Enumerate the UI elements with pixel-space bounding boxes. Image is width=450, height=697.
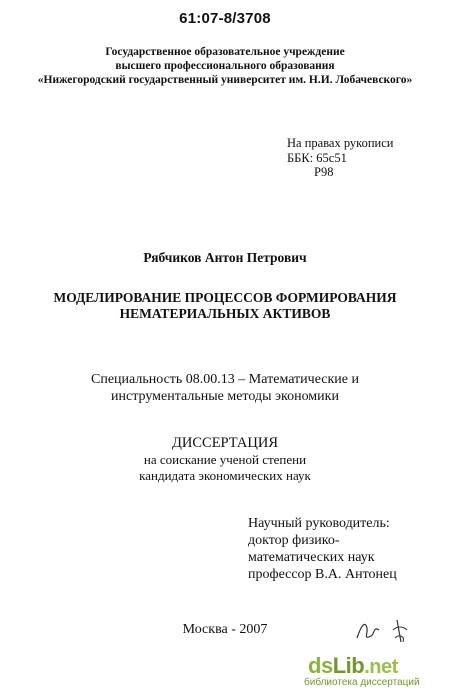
watermark-wordmark	[308, 653, 398, 679]
institution-line: Государственное образовательное учреждение	[105, 46, 345, 58]
degree-block	[0, 452, 450, 484]
wordmark-ds: ds	[308, 653, 333, 678]
catalog-number: 61:07-8/3708	[179, 10, 271, 27]
wordmark-net: .net	[364, 656, 398, 678]
author-name: Рябчиков Антон Петрович	[143, 250, 307, 265]
specialty-line: инструментальные методы экономики	[111, 389, 339, 404]
title-line: НЕМАТЕРИАЛЬНЫХ АКТИВОВ	[119, 306, 331, 321]
rights-block	[287, 136, 437, 180]
dissertation-title	[0, 290, 450, 322]
degree-line: на соискание ученой степени	[143, 452, 307, 467]
institution-block	[0, 45, 450, 87]
specialty-block	[0, 371, 450, 405]
title-line: МОДЕЛИРОВАНИЕ ПРОЦЕССОВ ФОРМИРОВАНИЯ	[53, 290, 397, 305]
rights-note: На правах рукописи	[287, 136, 394, 150]
bbk-code: ББК: 65с51	[287, 150, 347, 165]
supervisor-heading: Научный руководитель:	[248, 516, 390, 531]
watermark-logo	[300, 647, 445, 691]
specialty-line: Специальность 08.00.13 – Математические и	[91, 372, 359, 387]
institution-line: высшего профессионального образования	[115, 60, 335, 72]
wordmark-lib: Lib	[332, 653, 365, 678]
institution-line: «Нижегородский государственный университет им. Н.И. Лобачевского»	[37, 74, 413, 86]
watermark-subtitle: библиотека диссертаций	[304, 677, 420, 688]
degree-line: кандидата экономических наук	[139, 468, 311, 483]
supervisor-line: математических наук	[248, 550, 375, 565]
city-year: Москва - 2007	[182, 622, 268, 637]
library-code: Р98	[314, 165, 334, 179]
supervisor-line: доктор физико-	[248, 533, 340, 548]
signature-icon	[353, 612, 413, 646]
dissertation-type: ДИССЕРТАЦИЯ	[171, 435, 279, 451]
supervisor-name: профессор В.А. Антонец	[248, 567, 397, 582]
signature-mark	[353, 612, 413, 646]
supervisor-block	[248, 515, 448, 583]
